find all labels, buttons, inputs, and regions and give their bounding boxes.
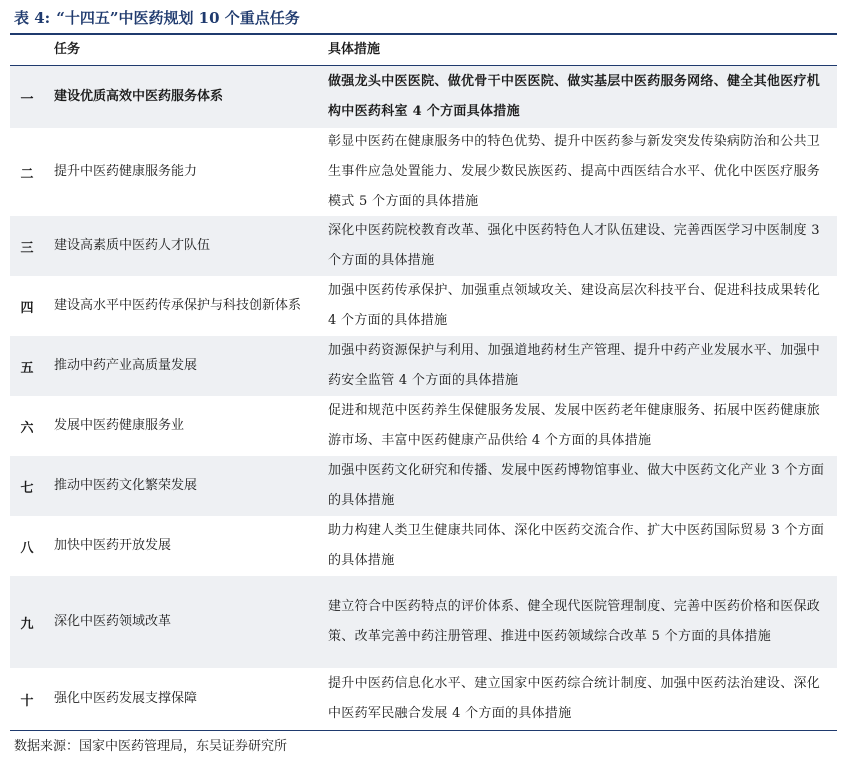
row-measure: 加强中医药传承保护、加强重点领域攻关、建设高层次科技平台、促进科技成果转化 4 个方面的具体措施 <box>328 283 821 328</box>
row-number: 七 <box>20 480 34 496</box>
table-label: 表 4: <box>14 9 51 27</box>
row-task: 深化中医药领域改革 <box>54 614 172 629</box>
row-task: 建设高水平中医药传承保护与科技创新体系 <box>54 298 302 313</box>
table-row <box>10 396 837 456</box>
row-number: 一 <box>20 91 34 107</box>
table-title-block <box>14 6 300 30</box>
row-measure: 彰显中医药在健康服务中的特色优势、提升中医药参与新发突发传染病防治和公共卫生事件应急处置能力、发展少数民族医药、提高中西医结合水平、优化中医医疗服务模式 5 个方面的具体措施 <box>328 134 821 209</box>
row-task: 建设高素质中医药人才队伍 <box>54 238 211 253</box>
header-task: 任务 <box>54 42 81 57</box>
row-task: 强化中医药发展支撑保障 <box>54 691 198 706</box>
table-body <box>10 66 837 730</box>
row-task: 推动中医药文化繁荣发展 <box>54 478 198 493</box>
row-measure: 加强中医药文化研究和传播、发展中医药博物馆事业、做大中医药文化产业 3 个方面的具体措施 <box>328 463 825 508</box>
row-measure: 提升中医药信息化水平、建立国家中医药综合统计制度、加强中医药法治建设、深化中医药军民融合发展 4 个方面的具体措施 <box>328 676 821 721</box>
table-title: “十四五”中医药规划 10 个重点任务 <box>56 9 300 27</box>
row-task: 发展中医药健康服务业 <box>54 418 185 433</box>
row-task: 提升中医药健康服务能力 <box>54 164 198 179</box>
row-number: 八 <box>20 540 34 556</box>
row-number: 四 <box>20 300 34 316</box>
table-row <box>10 336 837 396</box>
row-measure: 建立符合中医药特点的评价体系、健全现代医院管理制度、完善中医药价格和医保政策、改革完善中药注册管理、推进中医药领域综合改革 5 个方面的具体措施 <box>328 599 821 644</box>
table-row <box>10 668 837 730</box>
row-task: 加快中医药开放发展 <box>54 538 172 553</box>
table-row <box>10 128 837 216</box>
source-note: 数据来源：国家中医药管理局，东吴证券研究所 <box>14 739 288 754</box>
row-number: 十 <box>20 693 34 709</box>
row-measure: 促进和规范中医药养生保健服务发展、发展中医药老年健康服务、拓展中医药健康旅游市场、丰富中医药健康产品供给 4 个方面的具体措施 <box>328 403 821 448</box>
table-bottom-rule <box>10 730 837 731</box>
table-row <box>10 516 837 576</box>
row-task: 推动中药产业高质量发展 <box>54 358 198 373</box>
row-number: 九 <box>20 616 34 632</box>
table-row <box>10 276 837 336</box>
row-number: 二 <box>20 166 34 182</box>
table-row <box>10 66 837 128</box>
row-number: 三 <box>20 240 34 256</box>
table-row <box>10 456 837 516</box>
table-header <box>10 35 837 65</box>
table-row <box>10 576 837 668</box>
table-row <box>10 216 837 276</box>
header-measure: 具体措施 <box>328 42 381 57</box>
row-number: 六 <box>20 420 34 436</box>
row-task: 建设优质高效中医药服务体系 <box>54 89 224 104</box>
row-measure: 深化中医药院校教育改革、强化中医药特色人才队伍建设、完善西医学习中医制度 3 个方面的具体措施 <box>328 223 820 268</box>
row-measure: 助力构建人类卫生健康共同体、深化中医药交流合作、扩大中医药国际贸易 3 个方面的具体措施 <box>328 523 825 568</box>
row-number: 五 <box>20 360 34 376</box>
row-measure: 做强龙头中医医院、做优骨干中医医院、做实基层中医药服务网络、健全其他医疗机构中医药科室 4 个方面具体措施 <box>328 74 821 119</box>
row-measure: 加强中药资源保护与利用、加强道地药材生产管理、提升中药产业发展水平、加强中药安全监管 4 个方面的具体措施 <box>328 343 821 388</box>
